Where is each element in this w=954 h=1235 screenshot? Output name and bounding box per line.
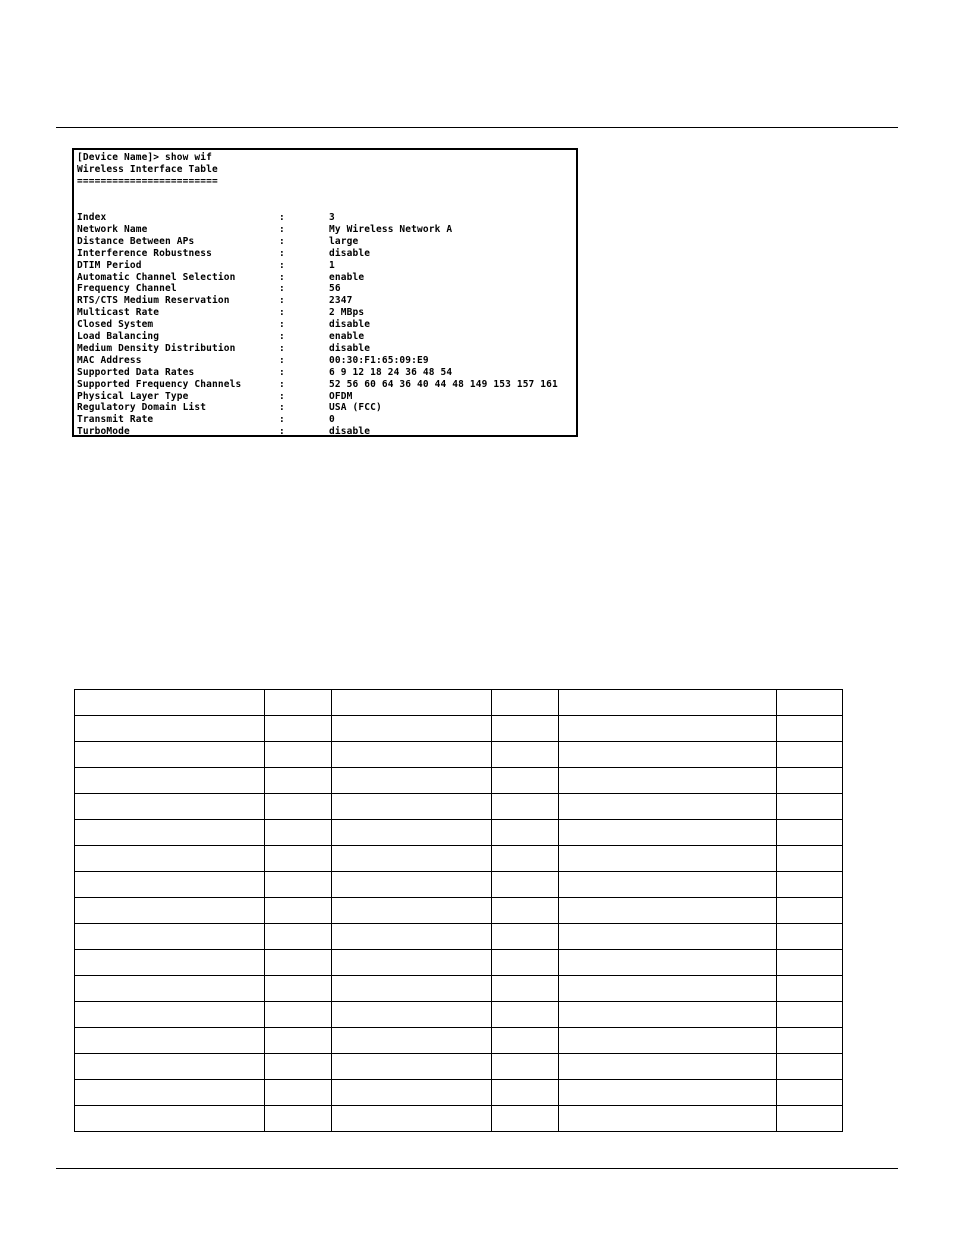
table-cell [75,716,265,742]
console-row-key: Supported Frequency Channels [77,378,242,390]
table-cell [75,1002,265,1028]
table-cell [492,872,559,898]
console-row-separator: : [279,426,285,437]
table-cell [559,716,777,742]
table-cell [265,1028,332,1054]
console-row-value: 2347 [329,295,353,307]
console-row-value: 52 56 60 64 36 40 44 48 149 153 157 161 [329,378,558,390]
table-cell [75,1106,265,1132]
console-row-key: Regulatory Domain List [77,402,207,414]
table-cell [265,1106,332,1132]
table-cell [559,1002,777,1028]
console-row-key: Distance Between APs [77,235,195,247]
table-cell [492,950,559,976]
table-cell [332,1080,492,1106]
empty-table [74,689,843,1132]
console-row [74,260,576,272]
table-cell [777,950,843,976]
table-cell [75,768,265,794]
top-rule [56,127,898,128]
table-cell [332,690,492,716]
table-cell [75,820,265,846]
table-cell [332,1054,492,1080]
console-row [74,212,576,224]
table-cell [777,846,843,872]
console-row-separator: : [279,259,285,271]
table-cell [332,1002,492,1028]
console-row-key: Multicast Rate [77,307,160,319]
console-row-separator: : [279,235,285,247]
console-row-separator: : [279,342,285,354]
table-row [75,872,843,898]
table-cell [777,716,843,742]
console-row-value: 56 [329,283,341,295]
table-cell [75,898,265,924]
table-cell [777,976,843,1002]
console-row-separator: : [279,378,285,390]
table-cell [265,976,332,1002]
console-row-value: OFDM [329,390,353,402]
console-row-key: Closed System [77,319,154,331]
console-row-key: Automatic Channel Selection [77,271,236,283]
console-row-key: Network Name [77,223,148,235]
table-row [75,950,843,976]
table-cell [777,768,843,794]
console-row [74,307,576,319]
table-cell [492,976,559,1002]
table-cell [492,716,559,742]
console-row-key: TurboMode [77,426,130,437]
table-cell [492,1002,559,1028]
table-cell [75,924,265,950]
console-row-value: disable [329,247,371,259]
console-row [74,224,576,236]
table-cell [75,872,265,898]
console-row-key: Frequency Channel [77,283,177,295]
table-cell [559,1054,777,1080]
table-cell [75,1080,265,1106]
console-row-value: 1 [329,259,335,271]
console-row [74,283,576,295]
console-row-value: large [329,235,359,247]
console-row-separator: : [279,366,285,378]
console-row-value: disable [329,426,371,437]
table-row [75,1080,843,1106]
table-cell [265,820,332,846]
table-cell [332,898,492,924]
console-row-separator: : [279,331,285,342]
console-row [74,402,576,414]
console-row-key: Index [77,212,107,223]
table-cell [559,794,777,820]
table-cell [777,898,843,924]
table-cell [265,924,332,950]
table-cell [777,742,843,768]
table-cell [559,872,777,898]
table-cell [559,690,777,716]
console-row-key: Load Balancing [77,331,160,342]
console-row-separator: : [279,271,285,283]
console-row-value: enable [329,331,365,342]
table-row [75,768,843,794]
table-cell [777,924,843,950]
console-row-key: Supported Data Rates [77,366,195,378]
console-row [74,367,576,379]
console-row [74,414,576,426]
table-cell [75,1028,265,1054]
table-cell [492,1028,559,1054]
table-cell [265,716,332,742]
table-cell [332,1106,492,1132]
console-row-separator: : [279,390,285,402]
console-row-value: USA (FCC) [329,402,382,414]
console-row-value: 6 9 12 18 24 36 48 54 [329,366,453,378]
table-cell [332,820,492,846]
table-cell [559,1106,777,1132]
console-row [74,426,576,437]
console-row-separator: : [279,295,285,307]
table-cell [332,872,492,898]
table-cell [492,820,559,846]
console-row-value: 00:30:F1:65:09:E9 [329,354,429,366]
table-cell [75,690,265,716]
table-row [75,898,843,924]
table-cell [559,976,777,1002]
table-cell [75,794,265,820]
table-cell [265,1080,332,1106]
table-cell [777,794,843,820]
console-row-key: Interference Robustness [77,247,212,259]
console-row-separator: : [279,402,285,414]
table-cell [777,1106,843,1132]
console-row [74,295,576,307]
table-row [75,690,843,716]
table-cell [75,846,265,872]
console-underline: ======================== [77,176,218,187]
table-cell [265,898,332,924]
table-cell [559,820,777,846]
table-cell [332,742,492,768]
console-row [74,319,576,331]
table-cell [265,846,332,872]
table-cell [492,690,559,716]
table-cell [265,690,332,716]
table-row [75,1028,843,1054]
table-cell [75,742,265,768]
table-row [75,976,843,1002]
table-row [75,716,843,742]
console-row [74,236,576,248]
table-cell [492,1106,559,1132]
console-row-key: RTS/CTS Medium Reservation [77,295,230,307]
table-cell [75,1054,265,1080]
console-row [74,331,576,343]
table-cell [265,1054,332,1080]
table-cell [559,742,777,768]
table-cell [492,924,559,950]
table-cell [265,768,332,794]
table-cell [75,976,265,1002]
table-row [75,924,843,950]
table-cell [265,950,332,976]
console-row-value: 0 [329,414,335,426]
console-row [74,379,576,391]
table-row [75,742,843,768]
table-row [75,820,843,846]
table-cell [332,976,492,1002]
table-cell [777,1002,843,1028]
console-row-key: Transmit Rate [77,414,154,426]
console-row-separator: : [279,212,285,223]
table-cell [559,898,777,924]
bottom-rule [56,1168,898,1169]
table-cell [559,1028,777,1054]
table-cell [492,846,559,872]
table-cell [559,768,777,794]
table-cell [332,924,492,950]
table-cell [559,846,777,872]
console-row-separator: : [279,414,285,426]
console-row [74,391,576,403]
table-cell [265,794,332,820]
console-row-value: 3 [329,212,335,223]
table-cell [559,950,777,976]
console-row-separator: : [279,307,285,319]
console-row-key: MAC Address [77,354,142,366]
table-cell [777,690,843,716]
table-cell [265,1002,332,1028]
table-row [75,1106,843,1132]
console-row [74,355,576,367]
console-table-title: Wireless Interface Table [77,164,218,175]
console-row [74,343,576,355]
table-cell [265,742,332,768]
table-row [75,1054,843,1080]
console-row-value: enable [329,271,365,283]
table-cell [492,1080,559,1106]
console-row [74,272,576,284]
table-cell [777,820,843,846]
table-cell [332,950,492,976]
console-row-key: Physical Layer Type [77,390,189,402]
console-row-separator: : [279,247,285,259]
console-row-separator: : [279,283,285,295]
table-row [75,846,843,872]
console-row-separator: : [279,223,285,235]
table-cell [777,872,843,898]
console-screenshot [72,148,578,437]
table-cell [492,898,559,924]
table-cell [492,794,559,820]
table-cell [332,846,492,872]
console-row-value: disable [329,342,371,354]
table-cell [559,924,777,950]
console-row-value: 2 MBps [329,307,365,319]
table-cell [492,768,559,794]
console-row-key: DTIM Period [77,259,142,271]
table-cell [332,768,492,794]
table-cell [332,1028,492,1054]
table-cell [559,1080,777,1106]
table-cell [777,1080,843,1106]
table-cell [777,1028,843,1054]
table-cell [75,950,265,976]
table-cell [332,716,492,742]
table-cell [332,794,492,820]
console-row-key: Medium Density Distribution [77,342,236,354]
console-command-line: [Device Name]> show wif [77,152,212,163]
console-row-value: My Wireless Network A [329,223,453,235]
console-row-separator: : [279,319,285,331]
table-cell [492,1054,559,1080]
table-cell [265,872,332,898]
console-row-value: disable [329,319,371,331]
table-row [75,794,843,820]
table-cell [492,742,559,768]
console-row-separator: : [279,354,285,366]
table-cell [777,1054,843,1080]
console-row [74,248,576,260]
table-row [75,1002,843,1028]
